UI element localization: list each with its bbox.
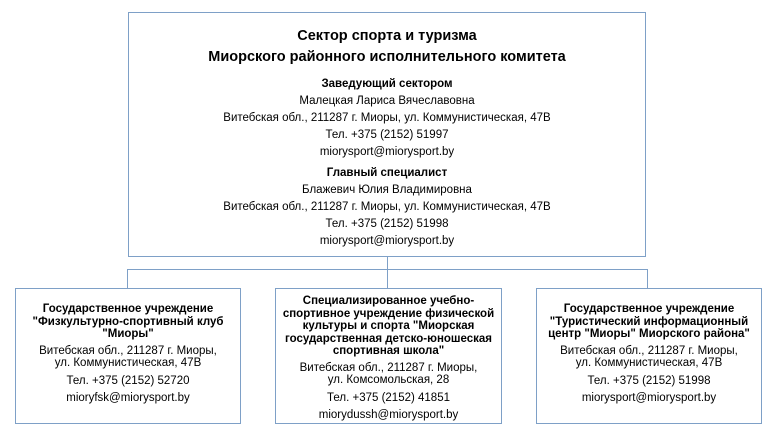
head-phone: Тел. +375 (2152) 51997	[325, 129, 449, 141]
fsk-phone: Тел. +375 (2152) 52720	[66, 374, 190, 387]
dussh-title-line: спортивное учреждение физической	[282, 307, 495, 320]
fsk-title	[16, 303, 240, 341]
specialist-address: Витебская обл., 211287 г. Миоры, ул. Коммунистическая, 47В	[223, 201, 551, 213]
tic-title-line: Государственное учреждение	[563, 303, 735, 315]
tic-phone: Тел. +375 (2152) 51998	[587, 374, 711, 387]
fsk-address-line1: Витебская обл., 211287 г. Миоры,	[39, 344, 217, 357]
head-name: Малецкая Лариса Вячеславовна	[299, 95, 475, 107]
dussh-address-line2: ул. Комсомольская, 28	[327, 374, 450, 386]
head-role: Заведующий сектором	[321, 78, 453, 90]
specialist-name: Блажевич Юлия Владимировна	[302, 184, 472, 196]
tic-title	[537, 303, 761, 341]
fsk-address-line2: ул. Коммунистическая, 47В	[54, 357, 202, 369]
dussh-address-line1: Витебская обл., 211287 г. Миоры,	[299, 361, 478, 374]
tic-address-line1: Витебская обл., 211287 г. Миоры,	[560, 344, 738, 357]
tic-box	[536, 288, 762, 424]
dussh-email: miorydussh@miorysport.by	[318, 409, 459, 421]
head-email: miorysport@miorysport.by	[319, 146, 455, 158]
dussh-phone: Тел. +375 (2152) 41851	[326, 391, 450, 404]
specialist-role: Главный специалист	[326, 167, 448, 179]
connector-left	[127, 269, 128, 288]
dussh-title-line: государственная детско-юношеская	[284, 332, 493, 345]
tic-email: miorysport@miorysport.by	[581, 392, 717, 404]
fsk-email: mioryfsk@miorysport.by	[66, 392, 190, 404]
tic-address-line2: ул. Коммунистическая, 47В	[575, 357, 723, 369]
dussh-title	[276, 295, 501, 358]
dussh-box	[275, 288, 502, 424]
fsk-box	[15, 288, 241, 424]
dussh-title-line: культуры и спорта "Миорская	[302, 320, 475, 332]
sector-title-line2: Миорского районного исполнительного комитета	[208, 49, 566, 65]
head-address: Витебская обл., 211287 г. Миоры, ул. Коммунистическая, 47В	[223, 112, 551, 124]
tic-title-line: центр "Миоры" Миорского района"	[548, 328, 750, 340]
dussh-title-line: Специализированное учебно-	[302, 295, 475, 307]
sector-title-line1: Сектор спорта и туризма	[297, 28, 477, 44]
sector-box	[128, 12, 646, 257]
connector-middle	[387, 269, 388, 288]
specialist-email: miorysport@miorysport.by	[319, 235, 455, 247]
fsk-title-line: Государственное учреждение	[42, 303, 214, 315]
tic-title-line: "Туристический информационный	[549, 315, 749, 328]
fsk-title-line: "Миоры"	[102, 328, 154, 340]
connector-right	[647, 269, 648, 288]
dussh-title-line: спортивная школа"	[332, 345, 445, 357]
fsk-title-line: "Физкультурно-спортивный клуб	[32, 315, 224, 328]
specialist-phone: Тел. +375 (2152) 51998	[325, 218, 449, 230]
